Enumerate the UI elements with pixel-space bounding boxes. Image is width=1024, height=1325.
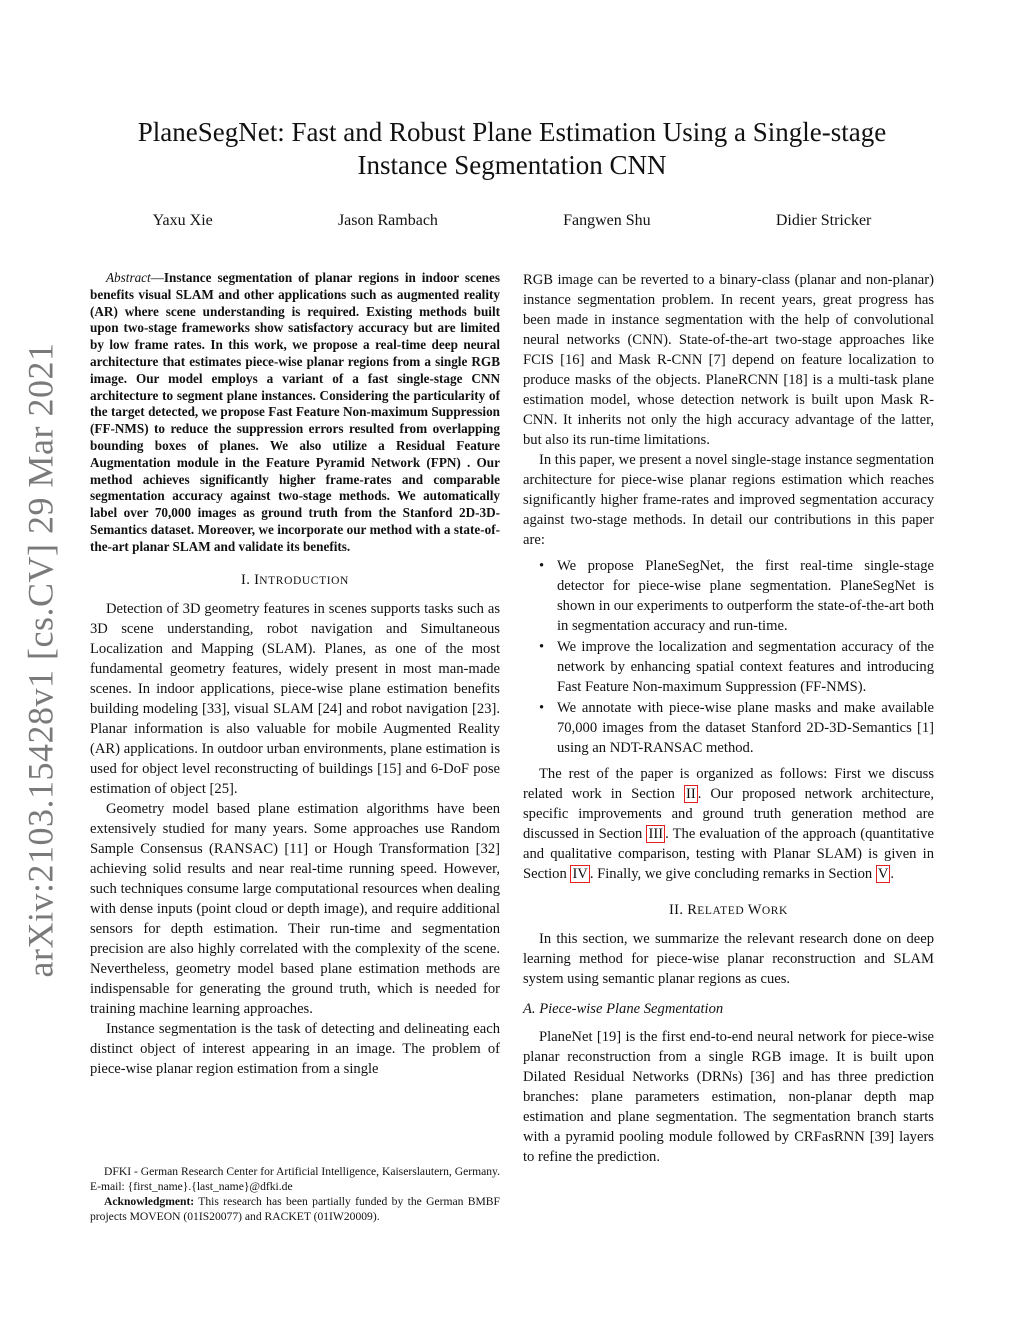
abstract (90, 270, 500, 556)
intro-paragraph-3: Instance segmentation is the task of detecting and delineating each distinct object of interest appearing in an image. The problem of piece-wise planar region estimation from a single (90, 1020, 500, 1077)
footnote-acknowledgment (90, 1194, 500, 1224)
footnote-affiliation: DFKI - German Research Center for Artificial Intelligence, Kaiserslautern, Germany. E-mail: {first_name}.{last_name}@dfki.de (90, 1165, 500, 1193)
arxiv-side-stamp (8, 342, 72, 978)
list-item (539, 637, 934, 697)
author-3: Fangwen Shu (563, 212, 651, 229)
bullet-icon: • (539, 558, 545, 574)
abstract-dash: — (150, 270, 164, 285)
org-text-4: . Finally, we give concluding remarks in Section (589, 866, 876, 882)
contribution-text: We annotate with piece-wise plane masks and make available 70,000 images from the dataset Stanford 2D-3D-Semantics [1] using an NDT-RANSAC method. (557, 700, 934, 756)
section-ref-link[interactable]: III (648, 826, 664, 842)
section-title-rest: NTRODUCTION (259, 574, 349, 587)
footnote (90, 1164, 500, 1224)
related-paragraph-1: In this section, we summarize the relevant research done on deep learning method for piece-wise planar reconstruction and SLAM system using semantic planar regions as cues. (523, 931, 934, 987)
org-text-1: The rest of the paper is organized as follows: First we discuss related work in Section (523, 766, 934, 802)
org-text-3: . The evaluation of the approach (quantitative and qualitative comparison, testing with Planar SLAM) is given in Section (523, 826, 934, 882)
abstract-text: Instance segmentation of planar regions in indoor scenes benefits visual SLAM and other applications such as augmented reality (AR) where scene understanding is required. Existing methods built upon two-stage frameworks show satisfactory accuracy but are limited by low frame rates. In this work, we propose a real-time deep neural architecture that estimates piece-wise planar regions from a single RGB image. Our model employs a variant of a fast single-stage CNN architecture to segment plane instances. Considering the particularity of the target detected, we propose Fast Feature Non-maximum Suppression (FF-NMS) to reduce the suppression errors resulted from overlapping bounding boxes of planes. We also utilize a Residual Feature Augmentation module in the Feature Pyramid Network (FPN) . Our method achieves significantly higher frame-rates and comparable segmentation accuracy against two-stage methods. We automatically label over 70,000 images as ground truth from the Stanford 2D-3D-Semantics dataset. Moreover, we incorporate our method with a state-of-the-art planar SLAM and validate its benefits. (90, 270, 500, 554)
section-initial: W (747, 902, 762, 918)
org-text-5: . (890, 866, 895, 882)
section-ref-link[interactable]: IV (572, 866, 588, 882)
arxiv-identifier: arXiv:2103.15428v1 [cs.CV] 29 Mar 2021 (20, 342, 61, 978)
ack-text: This research has been partially funded by the German BMBF projects MOVEON (01IS20077) and RACKET (01IW20009). (90, 1195, 500, 1223)
contribution-list (523, 556, 934, 758)
title-line-2: Instance Segmentation CNN (357, 150, 667, 180)
bullet-icon: • (539, 639, 545, 655)
contribution-text: We improve the localization and segmentation accuracy of the network by enhancing spatial context features and introducing Fast Feature Non-maximum Suppression (FF-NMS). (557, 639, 934, 695)
author-4: Didier Stricker (775, 212, 872, 229)
section-initial: I (254, 571, 260, 588)
section-ref-link[interactable]: V (877, 866, 889, 882)
author-list (90, 212, 934, 230)
paper-title (90, 116, 934, 182)
org-text-2: . Our proposed network architecture, specific improvements and ground truth generation method are discussed in Section (523, 786, 934, 842)
section-heading-related-work (523, 900, 934, 921)
subsection-heading: A. Piece-wise Plane Segmentation (523, 1001, 724, 1017)
right-column (523, 270, 934, 1167)
title-line-1: PlaneSegNet: Fast and Robust Plane Estimation Using a Single-stage (137, 117, 887, 147)
contribution-text: We propose PlaneSegNet, the first real-time single-stage detector for piece-wise plane segmentation. PlaneSegNet is shown in our experiments to outperform the state-of-the-art both in segmentation accuracy and run-time. (557, 558, 934, 634)
planenet-paragraph: PlaneNet [19] is the first end-to-end neural network for piece-wise planar reconstruction from a single RGB image. It is built upon Dilated Residual Networks (DRNs) [36] and has three prediction branches: plane parameters estimation, non-planar depth map estimation and plane segmentation. The segmentation branch starts with a pyramid pooling module followed by CRFasRNN [39] layers to refine the prediction. (523, 1029, 934, 1165)
list-item (539, 698, 934, 758)
intro-paragraph-1: Detection of 3D geometry features in scenes supports tasks such as 3D scene understanding, robot navigation and Simultaneous Localization and Mapping (SLAM). Planes, as one of the most fundamental geometry features, widely present in most man-made scenes. In indoor applications, piece-wise plane estimation benefits building modeling [33], visual SLAM [24] and robot navigation [23]. Planar information is also valuable for mobile Augmented Reality (AR) applications. In outdoor urban environments, plane estimation is used for object level reconstructing of buildings [15] and 6-DoF pose estimation of object [25]. (90, 600, 500, 797)
bullet-icon: • (539, 700, 545, 716)
organization-paragraph (523, 764, 934, 884)
section-title-rest: ORK (761, 905, 788, 917)
ack-label: Acknowledgment: (104, 1195, 195, 1208)
left-column (90, 270, 500, 1079)
section-ref-link[interactable]: II (685, 786, 696, 802)
author-1: Yaxu Xie (152, 212, 213, 229)
intro-paragraph-2: Geometry model based plane estimation algorithms have been extensively studied for many years. Some approaches use Random Sample Consensus (RANSAC) [11] or Hough Transformation [32] achieving solid results and near real-time running speed. However, such techniques consume large computational resources when dealing with dense inputs (point cloud or depth image), and require additional sensors for depth estimation. Their run-time and segmentation precision are also highly correlated with the complexity of the scene. Nevertheless, geometry model based plane estimation methods are indispensable for generating the ground truth, which is needed for training machine learning approaches. (90, 800, 500, 1017)
right-paragraph-1: RGB image can be reverted to a binary-class (planar and non-planar) instance segmentation problem. In recent years, great progress has been made in instance segmentation with the help of convolutional neural networks (CNN). State-of-the-art two-stage approaches like FCIS [16] and Mask R-CNN [7] depend on feature localization to produce masks of the objects. PlaneRCNN [18] is a multi-task plane estimation model, whose detection network is built upon Mask R-CNN. It inherits not only the high accuracy advantage of the latter, but also its run-time limitations. (523, 272, 934, 448)
right-paragraph-2: In this paper, we present a novel single-stage instance segmentation architecture for piece-wise planar regions estimation which reaches significantly higher frame-rates and improved segmentation accuracy against two-stage methods. In detail our contributions in this paper are: (523, 452, 934, 548)
section-heading-introduction (90, 570, 500, 591)
section-title-rest: ELATED (697, 905, 748, 917)
section-number: I. (241, 571, 255, 588)
section-number: II. (669, 902, 688, 918)
author-2: Jason Rambach (337, 212, 438, 229)
abstract-label: Abstract (106, 270, 151, 285)
section-initial: R (687, 902, 698, 918)
list-item (539, 556, 934, 636)
